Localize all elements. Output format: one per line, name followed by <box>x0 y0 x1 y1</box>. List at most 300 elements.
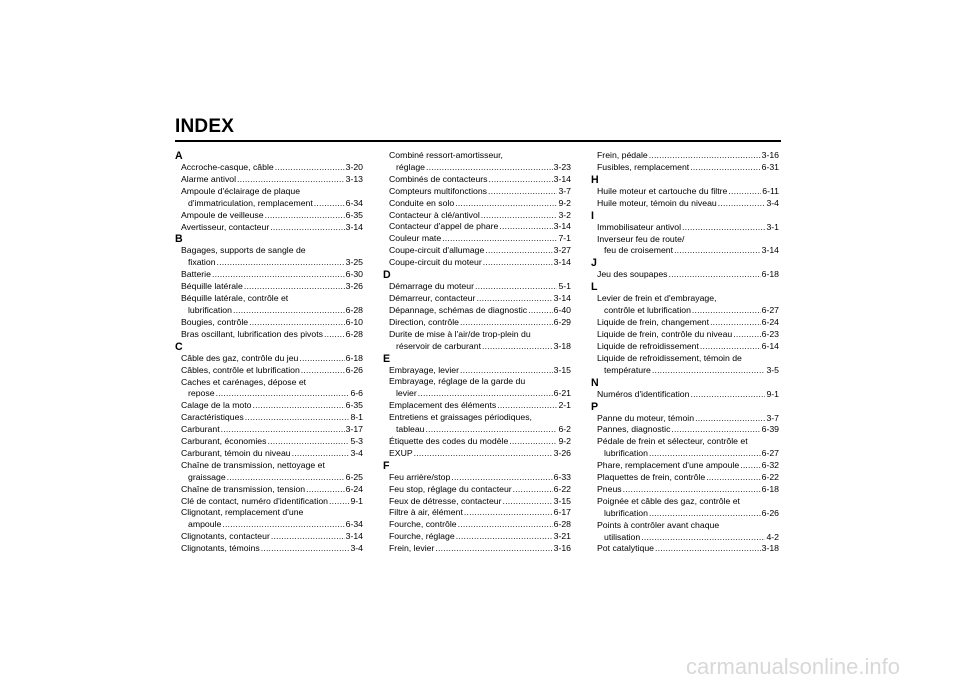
page-reference: 3-4 <box>350 543 363 554</box>
dot-leader <box>456 531 553 543</box>
dot-leader <box>455 198 557 210</box>
dot-leader <box>641 532 765 544</box>
index-entry <box>175 353 363 365</box>
index-entry <box>383 531 571 543</box>
dot-leader <box>314 198 345 210</box>
index-column-3 <box>591 150 779 555</box>
page-reference: 6-22 <box>761 472 779 483</box>
index-section-letter: I <box>591 209 594 222</box>
entry-text: Clé de contact, numéro d'identification <box>181 495 329 506</box>
page-reference: 6-28 <box>553 519 571 530</box>
page-reference: 3-14 <box>345 531 363 542</box>
entry-line <box>175 198 363 210</box>
page-reference: 6-17 <box>553 507 571 518</box>
dot-leader <box>690 162 760 174</box>
page-reference: 3-5 <box>766 364 779 375</box>
entry-text: d'immatriculation, remplacement <box>188 197 313 208</box>
index-entry <box>383 245 571 257</box>
entry-text: tableau <box>396 424 425 435</box>
entry-line <box>175 365 363 377</box>
index-entry <box>591 234 779 258</box>
dot-leader <box>267 436 349 448</box>
entry-text: Filtre à air, élément <box>389 507 463 518</box>
index-entry <box>383 519 571 531</box>
entry-text: Bras oscillant, lubrification des pivots <box>181 328 323 339</box>
entry-text: ampoule <box>188 519 222 530</box>
index-section-letter: P <box>591 400 599 413</box>
entry-line <box>383 448 571 460</box>
entry-line <box>383 186 571 198</box>
page-reference: 3-25 <box>345 257 363 268</box>
entry-text: Durite de mise à l'air/de trop-plein du <box>389 328 531 339</box>
index-entry <box>591 329 779 341</box>
dot-leader <box>509 436 557 448</box>
index-entry <box>175 210 363 222</box>
index-entry <box>591 353 779 377</box>
page-reference: 3-18 <box>761 543 779 554</box>
dot-leader <box>442 233 557 245</box>
dot-leader <box>674 245 761 257</box>
entry-text: lubrification <box>604 507 648 518</box>
dot-leader <box>706 472 760 484</box>
entry-line <box>383 257 571 269</box>
index-entry <box>175 400 363 412</box>
index-entry <box>175 269 363 281</box>
dot-leader <box>464 507 553 519</box>
entry-line <box>383 400 571 412</box>
entry-text: Couleur mate <box>389 233 442 244</box>
page-reference: 3-4 <box>766 197 779 208</box>
index-entry <box>591 150 779 162</box>
index-entry <box>591 269 779 281</box>
entry-text: Ampoule d'éclairage de plaque <box>181 185 301 196</box>
dot-leader <box>299 353 344 365</box>
index-entry <box>591 186 779 198</box>
dot-leader <box>669 269 761 281</box>
page-reference: 9-2 <box>558 197 571 208</box>
index-entry <box>175 222 363 234</box>
entry-text: Fusibles, remplacement <box>597 161 690 172</box>
dot-leader <box>483 257 553 269</box>
page-reference: 4-2 <box>766 531 779 542</box>
entry-text: Chaîne de transmission, tension <box>181 483 306 494</box>
entry-text: Béquille latérale, contrôle et <box>181 293 289 304</box>
page-reference: 3-18 <box>553 340 571 351</box>
entry-text: Pédale de frein et sélecteur, contrôle et <box>597 436 748 447</box>
entry-text: contrôle et lubrification <box>604 305 691 316</box>
dot-leader <box>649 508 761 520</box>
entry-line <box>383 341 571 353</box>
dot-leader <box>244 281 345 293</box>
entry-text: Chaîne de transmission, nettoyage et <box>181 459 325 470</box>
page-reference: 3-14 <box>553 292 571 303</box>
index-entry <box>383 329 571 353</box>
entry-text: Liquide de refroidissement <box>597 340 699 351</box>
index-entry <box>591 198 779 210</box>
entry-line <box>383 221 571 233</box>
entry-text: fixation <box>188 257 216 268</box>
dot-leader <box>271 531 345 543</box>
entry-line <box>175 257 363 269</box>
entry-text: Carburant <box>181 424 220 435</box>
entry-text: Clignotants, contacteur <box>181 531 270 542</box>
page-reference: 6-24 <box>345 483 363 494</box>
dot-leader <box>700 341 761 353</box>
index-entry <box>175 186 363 210</box>
dot-leader <box>655 543 761 555</box>
entry-text: Direction, contrôle <box>389 316 460 327</box>
page-reference: 6-35 <box>345 209 363 220</box>
page-reference: 6-14 <box>761 340 779 351</box>
index-entry <box>383 365 571 377</box>
entry-text: Bagages, supports de sangle de <box>181 245 306 256</box>
index-entry <box>591 543 779 555</box>
entry-line <box>175 353 363 365</box>
entry-text: utilisation <box>604 531 641 542</box>
entry-text: Poignée et câble des gaz, contrôle et <box>597 495 740 506</box>
entry-line <box>175 424 363 436</box>
dot-leader <box>649 150 761 162</box>
entry-line <box>591 198 779 210</box>
page-reference: 3-14 <box>761 245 779 256</box>
entry-text: réglage <box>396 161 425 172</box>
page-reference: 6-40 <box>553 304 571 315</box>
index-entry <box>383 496 571 508</box>
dot-leader <box>485 245 552 257</box>
page-reference: 3-7 <box>558 185 571 196</box>
entry-text: Clignotants, témoins <box>181 543 260 554</box>
index-entry <box>383 507 571 519</box>
entry-line <box>383 365 571 377</box>
entry-line <box>175 531 363 543</box>
index-entry <box>383 257 571 269</box>
entry-line <box>175 519 363 531</box>
page-reference: 6-11 <box>762 185 779 196</box>
dot-leader <box>237 174 345 186</box>
entry-line <box>175 400 363 412</box>
page-reference: 9-1 <box>350 495 363 506</box>
index-section-letter: C <box>175 340 183 353</box>
page-reference: 5-1 <box>558 281 571 292</box>
page-reference: 3-27 <box>553 245 571 256</box>
entry-line <box>591 424 779 436</box>
page-reference: 6-32 <box>761 460 779 471</box>
index-section-letter: N <box>591 376 599 389</box>
dot-leader <box>435 543 552 555</box>
page-reference: 3-7 <box>766 412 779 423</box>
entry-text: Feux de détresse, contacteur <box>389 495 502 506</box>
entry-text: Étiquette des codes du modèle <box>389 435 509 446</box>
entry-line <box>175 543 363 555</box>
page-reference: 3-1 <box>766 221 779 232</box>
page-reference: 6-27 <box>761 448 779 459</box>
entry-line <box>175 317 363 329</box>
page-reference: 3-14 <box>345 221 363 232</box>
dot-leader <box>476 293 552 305</box>
entry-line <box>383 543 571 555</box>
entry-line <box>383 519 571 531</box>
dot-leader <box>503 496 553 508</box>
dot-leader <box>460 317 553 329</box>
dot-leader <box>329 496 349 508</box>
dot-leader <box>451 472 552 484</box>
entry-text: Phare, remplacement d'une ampoule <box>597 460 740 471</box>
page-reference: 3-16 <box>553 543 571 554</box>
entry-text: Câble des gaz, contrôle du jeu <box>181 352 299 363</box>
index-entry <box>383 221 571 233</box>
entry-text: Démarreur, contacteur <box>389 292 476 303</box>
entry-line <box>591 484 779 496</box>
dot-leader <box>324 329 345 341</box>
entry-line <box>175 269 363 281</box>
index-entry <box>383 174 571 186</box>
entry-line <box>175 436 363 448</box>
entry-line <box>383 388 571 400</box>
entry-line <box>383 531 571 543</box>
entry-line <box>383 198 571 210</box>
entry-text: EXUP <box>389 447 413 458</box>
entry-line <box>383 496 571 508</box>
index-entry <box>383 484 571 496</box>
entry-text: Feu arrière/stop <box>389 471 451 482</box>
dot-leader <box>682 222 765 234</box>
entry-text: Points à contrôler avant chaque <box>597 519 720 530</box>
entry-line <box>383 472 571 484</box>
entry-line <box>591 245 779 257</box>
index-entry <box>175 245 363 269</box>
index-entry <box>175 460 363 484</box>
dot-leader <box>426 424 558 436</box>
index-section-letter: D <box>383 269 391 282</box>
page-reference: 3-14 <box>553 221 571 232</box>
index-section-letter: B <box>175 233 183 246</box>
page-reference: 6-28 <box>345 304 363 315</box>
entry-line <box>591 162 779 174</box>
dot-leader <box>222 519 344 531</box>
entry-line <box>591 532 779 544</box>
index-entry <box>591 496 779 520</box>
entry-text: Calage de la moto <box>181 400 252 411</box>
page-reference: 3-16 <box>761 150 779 160</box>
entry-line <box>175 222 363 234</box>
entry-text: Béquille latérale <box>181 281 243 292</box>
page-reference: 6-18 <box>345 352 363 363</box>
page-reference: 8-1 <box>350 412 363 423</box>
entry-line <box>591 413 779 425</box>
entry-line <box>591 341 779 353</box>
page-reference: 6-34 <box>345 197 363 208</box>
page-reference: 6-2 <box>558 424 571 435</box>
entry-text: Bougies, contrôle <box>181 316 249 327</box>
dot-leader <box>728 186 761 198</box>
page-reference: 3-26 <box>553 447 571 458</box>
entry-text: Coupe-circuit du moteur <box>389 257 482 268</box>
index-entry <box>591 484 779 496</box>
dot-leader <box>460 365 553 377</box>
entry-text: feu de croisement <box>604 245 674 256</box>
index-section-letter: L <box>591 281 598 294</box>
entry-text: Liquide de refroidissement, témoin de <box>597 352 742 363</box>
entry-text: lubrification <box>604 448 648 459</box>
entry-text: Démarrage du moteur <box>389 281 474 292</box>
entry-text: lubrification <box>188 304 232 315</box>
page-reference: 6-31 <box>761 161 779 172</box>
entry-line <box>591 150 779 162</box>
page-reference: 6-26 <box>345 364 363 375</box>
dot-leader <box>216 388 350 400</box>
dot-leader <box>253 400 345 412</box>
entry-text: Clignotant, remplacement d'une <box>181 507 304 518</box>
entry-text: Emplacement des éléments <box>389 400 497 411</box>
dot-leader <box>245 412 350 424</box>
entry-text: Pannes, diagnostic <box>597 424 671 435</box>
entry-line <box>175 162 363 174</box>
entry-text: Batterie <box>181 269 211 280</box>
page-reference: 6-18 <box>761 483 779 494</box>
dot-leader <box>623 484 761 496</box>
index-entry <box>591 222 779 234</box>
index-section-letter: A <box>175 150 183 162</box>
entry-text: température <box>604 364 651 375</box>
entry-line <box>383 245 571 257</box>
entry-line <box>591 472 779 484</box>
dot-leader <box>270 222 344 234</box>
entry-text: Jeu des soupapes <box>597 269 668 280</box>
entry-text: Caractéristiques <box>181 412 244 423</box>
page-reference: 3-13 <box>345 173 363 184</box>
entry-line <box>175 305 363 317</box>
entry-text: Accroche-casque, câble <box>181 162 274 172</box>
dot-leader <box>275 162 345 174</box>
dot-leader <box>261 543 350 555</box>
index-entry <box>175 436 363 448</box>
entry-line <box>591 222 779 234</box>
entry-text: Conduite en solo <box>389 197 455 208</box>
entry-text: Compteurs multifonctions <box>389 185 488 196</box>
entry-text: repose <box>188 388 215 399</box>
page-reference: 6-10 <box>345 316 363 327</box>
entry-line <box>175 448 363 460</box>
dot-leader <box>414 448 553 460</box>
index-entry <box>591 413 779 425</box>
index-entry <box>175 317 363 329</box>
index-entry <box>591 293 779 317</box>
dot-leader <box>499 221 552 233</box>
entry-text: Carburant, économies <box>181 436 267 447</box>
dot-leader <box>221 424 345 436</box>
page-reference: 3-21 <box>553 531 571 542</box>
entry-line <box>383 233 571 245</box>
page-reference: 6-21 <box>553 388 571 399</box>
index-entry <box>175 507 363 531</box>
dot-leader <box>733 329 760 341</box>
entry-text: Avertisseur, contacteur <box>181 221 270 232</box>
entry-line <box>175 329 363 341</box>
page-reference: 9-1 <box>766 388 779 399</box>
entry-text: Câbles, contrôle et lubrification <box>181 364 300 375</box>
index-entry <box>591 520 779 544</box>
entry-line <box>591 186 779 198</box>
page-reference: 6-35 <box>345 400 363 411</box>
index-entry <box>383 233 571 245</box>
index-entry <box>383 305 571 317</box>
page-reference: 3-15 <box>553 364 571 375</box>
page-title: INDEX <box>175 116 235 137</box>
dot-leader <box>212 269 345 281</box>
entry-text: graissage <box>188 471 226 482</box>
index-entry <box>591 436 779 460</box>
dot-leader <box>692 305 761 317</box>
entry-text: Huile moteur et cartouche du filtre <box>597 185 728 196</box>
entry-text: Frein, levier <box>389 543 435 554</box>
index-entry <box>175 496 363 508</box>
index-entry <box>383 186 571 198</box>
dot-leader <box>426 162 553 174</box>
entry-text: Combiné ressort-amortisseur, <box>389 150 503 160</box>
entry-text: Carburant, témoin du niveau <box>181 447 291 458</box>
page-reference: 3-20 <box>345 162 363 172</box>
entry-line <box>175 281 363 293</box>
index-entry <box>383 198 571 210</box>
page-reference: 3-26 <box>345 281 363 292</box>
index-entry <box>591 317 779 329</box>
entry-line <box>591 508 779 520</box>
page-reference: 6-24 <box>761 317 779 328</box>
entry-line <box>591 269 779 281</box>
entry-text: Entretiens et graissages périodiques, <box>389 412 532 423</box>
dot-leader <box>265 210 345 222</box>
index-entry <box>175 162 363 174</box>
entry-text: Pot catalytique <box>597 543 654 554</box>
index-entry <box>383 376 571 400</box>
entry-line <box>591 389 779 401</box>
index-entry <box>383 281 571 293</box>
dot-leader <box>710 317 761 329</box>
entry-text: Fourche, contrôle <box>389 519 457 530</box>
index-entry <box>383 543 571 555</box>
entry-line <box>591 448 779 460</box>
page-reference: 3-14 <box>553 257 571 268</box>
entry-line <box>175 174 363 186</box>
page-reference: 3-14 <box>553 173 571 184</box>
entry-text: Pneus <box>597 483 622 494</box>
page-reference: 6-27 <box>761 305 779 316</box>
index-section-letter: F <box>383 459 390 472</box>
index-entry <box>383 436 571 448</box>
dot-leader <box>292 448 350 460</box>
entry-text: Plaquettes de frein, contrôle <box>597 472 706 483</box>
entry-line <box>591 305 779 317</box>
page-reference: 6-23 <box>761 328 779 339</box>
dot-leader <box>482 341 553 353</box>
index-entry <box>383 448 571 460</box>
dot-leader <box>233 305 345 317</box>
entry-text: Coupe-circuit d'allumage <box>389 245 485 256</box>
entry-text: Embrayage, réglage de la garde du <box>389 376 526 387</box>
index-column-1 <box>175 150 363 555</box>
dot-leader <box>497 400 557 412</box>
entry-text: Alarme antivol <box>181 173 237 184</box>
dot-leader <box>418 388 553 400</box>
entry-line <box>175 388 363 400</box>
entry-text: Huile moteur, témoin du niveau <box>597 197 717 208</box>
page-reference: 6-26 <box>761 507 779 518</box>
page-reference: 7-1 <box>558 233 571 244</box>
entry-line <box>591 460 779 472</box>
entry-text: Feu stop, réglage du contacteur <box>389 483 512 494</box>
index-entry <box>175 412 363 424</box>
entry-text: Dépannage, schémas de diagnostic <box>389 304 528 315</box>
